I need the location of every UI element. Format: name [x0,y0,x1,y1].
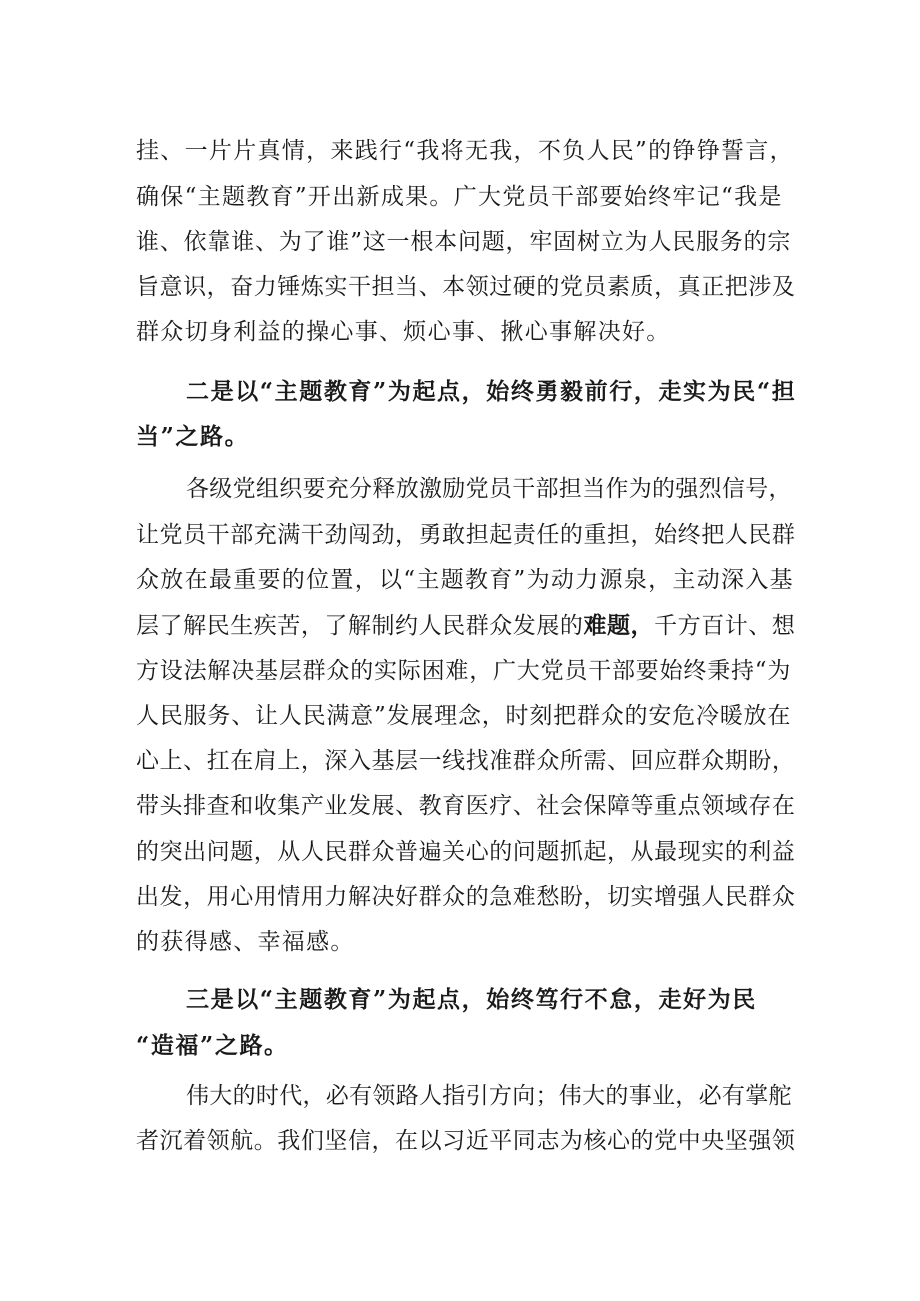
section-heading-2-cont: 当”之路。 [136,423,250,450]
body-text-line: 众放在最重要的位置，以“主题教育”为动力源泉，主动深入基 [136,567,794,593]
body-text-line-mixed [136,611,796,641]
plain-text: 千方百计、想 [654,613,796,639]
paragraph-start: 伟大的时代，必有领路人指引方向；伟大的事业，必有掌舵 [186,1083,792,1109]
body-text-line: 带头排查和收集产业发展、教育医疗、社会保障等重点领域存在 [136,793,796,819]
body-text-line: 出发，用心用情用力解决好群众的急难愁盼，切实增强人民群众 [136,884,796,910]
body-text-line: 旨意识，奋力锤炼实干担当、本领过硬的党员素质，真正把涉及 [136,274,796,300]
emphasis-text: 难题， [583,612,655,639]
body-text-line: 挂、一片片真情，来践行“我将无我，不负人民”的铮铮誓言， [136,138,794,164]
body-text-line: 群众切身利益的操心事、烦心事、揪心事解决好。 [136,319,671,345]
body-text-line: 者沉着领航。我们坚信，在以习近平同志为核心的党中央坚强领 [136,1128,796,1154]
body-text-line: 的获得感、幸福感。 [136,929,355,955]
body-text-line: 确保“主题教育”开出新成果。广大党员干部要始终牢记“我是 [136,184,783,210]
section-heading-3: 三是以“主题教育”为起点，始终笃行不怠，走好为民 [186,986,757,1013]
body-text-line: 人民服务、让人民满意”发展理念，时刻把群众的安危冷暖放在 [136,703,792,729]
paragraph-start: 各级党组织要充分释放激励党员干部担当作为的强烈信号， [186,476,792,502]
body-text-line: 谁、依靠谁、为了谁”这一根本问题，牢固树立为人民服务的宗 [136,229,792,255]
body-text-line: 心上、扛在肩上，深入基层一线找准群众所需、回应群众期盼， [136,748,796,774]
body-text-line: 的突出问题，从人民群众普遍关心的问题抓起，从最现实的利益 [136,839,796,865]
body-text-line: 方设法解决基层群众的实际困难，广大党员干部要始终秉持“为 [136,658,792,684]
plain-text: 层了解民生疾苦，了解制约人民群众发展的 [136,613,584,639]
body-text-line: 让党员干部充满干劲闯劲，勇敢担起责任的重担，始终把人民群 [136,522,796,548]
section-heading-3-cont: “造福”之路。 [136,1032,289,1059]
section-heading-2: 二是以“主题教育”为起点，始终勇毅前行，走实为民“担 [186,378,797,405]
